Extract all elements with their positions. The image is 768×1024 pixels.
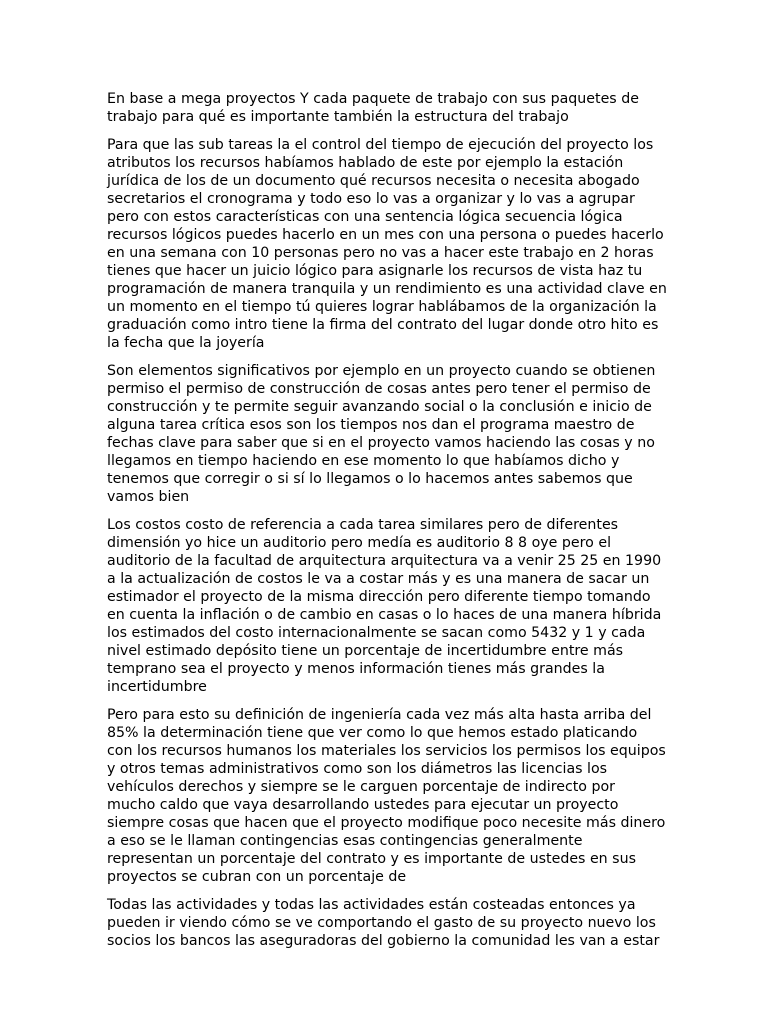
document-page bbox=[107, 90, 667, 960]
paragraph-3: Son elementos significativos por ejemplo en un proyecto cuando se obtienen permiso el permiso de construcción de cosas antes pero tener el permiso de construcción y te permite seguir avanzando social o la conclusión e inicio de alguna tarea crítica esos son los tiempos nos dan el programa maestro de fechas clave para saber que si en el proyecto vamos haciendo las cosas y no llegamos en tiempo haciendo en ese momento lo que habíamos dicho y tenemos que corregir o si sí lo llegamos o lo hacemos antes sabemos que vamos bien bbox=[107, 363, 656, 505]
paragraph-2: Para que las sub tareas la el control del tiempo de ejecución del proyecto los atributos los recursos habíamos hablado de este por ejemplo la estación jurídica de los de un documento qué recursos necesita o necesita abogado secretarios el cronograma y todo eso lo vas a organizar y lo vas a agrupar pero con estos características con una sentencia lógica secuencia lógica recursos lógicos puedes hacerlo en un mes con una persona o puedes hacerlo en una semana con 10 personas pero no vas a hacer este trabajo en 2 horas tienes que hacer un juicio lógico para asignarle los recursos de vista haz tu programación de manera tranquila y un rendimiento es una actividad clave en un momento en el tiempo tú quieres lograr hablábamos de la organización la graduación como intro tiene la firma del contrato del lugar donde otro hito es la fecha que la joyería bbox=[107, 137, 667, 351]
paragraph-4: Los costos costo de referencia a cada tarea similares pero de diferentes dimensión yo hice un auditorio pero medía es auditorio 8 8 oye pero el auditorio de la facultad de arquitectura arquitectura va a venir 25 25 en 1990 a la actualización de costos le va a costar más y es una manera de sacar un estimador el proyecto de la misma dirección pero diferente tiempo tomando en cuenta la inflación o de cambio en casas o lo haces de una manera híbrida los estimados del costo internacionalmente se sacan como 5432 y 1 y cada nivel estimado depósito tiene un porcentaje de incertidumbre entre más temprano sea el proyecto y menos información tienes más grandes la incertidumbre bbox=[107, 517, 662, 695]
paragraph-1: En base a mega proyectos Y cada paquete de trabajo con sus paquetes de trabajo para qué es importante también la estructura del trabajo bbox=[107, 91, 639, 125]
paragraph-6: Todas las actividades y todas las actividades están costeadas entonces ya pueden ir viendo cómo se ve comportando el gasto de su proyecto nuevo los socios los bancos las aseguradoras del gobierno la comunidad les van a estar bbox=[107, 897, 660, 949]
paragraph-5: Pero para esto su definición de ingeniería cada vez más alta hasta arriba del 85% la determinación tiene que ver como lo que hemos estado platicando con los recursos humanos los materiales los servicios los permisos los equipos y otros temas administrativos como son los diámetros las licencias los vehículos derechos y siempre se le carguen porcentaje de indirecto por mucho caldo que vaya desarrollando ustedes para ejecutar un proyecto siempre cosas que hacen que el proyecto modifique poco necesite más dinero a eso se le llaman contingencias esas contingencias generalmente representan un porcentaje del contrato y es importante de ustedes en sus proyectos se cubran con un porcentaje de bbox=[107, 707, 666, 885]
